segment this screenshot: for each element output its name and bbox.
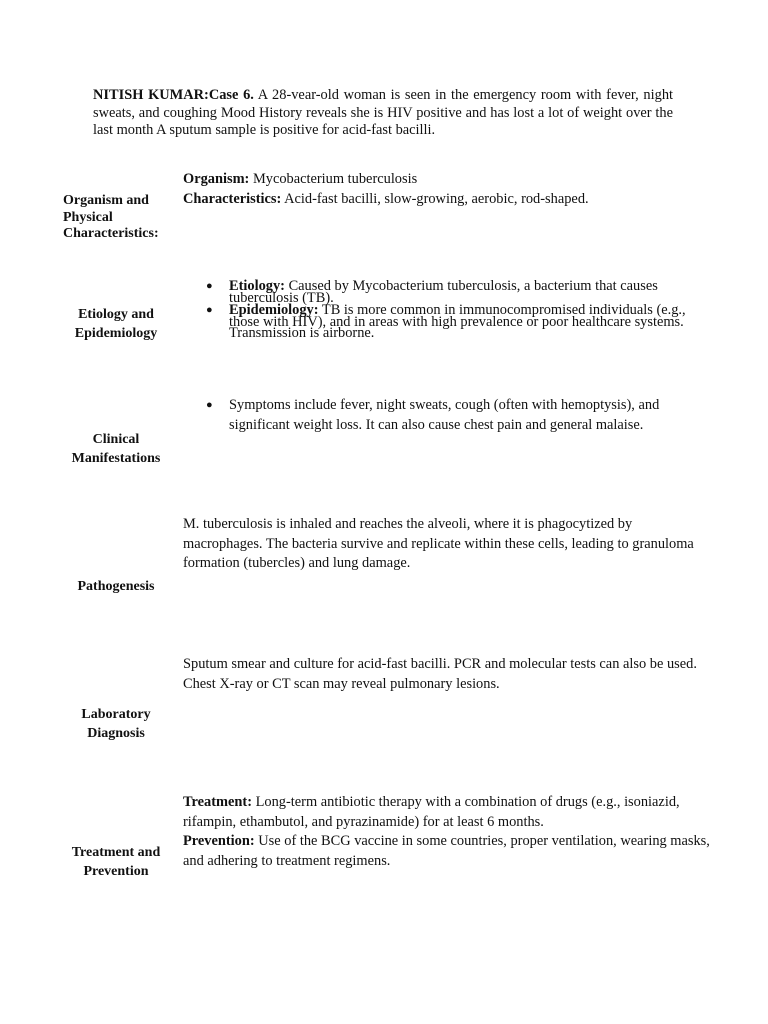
characteristics-value: Acid-fast bacilli, slow-growing, aerobic, rod-shaped. (281, 190, 589, 207)
epidemiology-key: Epidemiology: (229, 302, 319, 318)
etiology-text: Caused by Mycobacterium tuberculosis, a bacterium that causes tuberculosis (TB). (229, 278, 658, 306)
bullet-icon: ● (206, 304, 213, 316)
etiology-key: Etiology: (229, 278, 285, 294)
treatment-label: Treatment and Prevention (71, 845, 161, 879)
list-item (183, 302, 713, 341)
prevention-key: Prevention: (183, 833, 255, 849)
organism-line (183, 170, 713, 190)
list-item (183, 278, 713, 306)
bullet-icon: ● (206, 280, 213, 292)
organism-label: Organism and Physical Characteristics: (63, 193, 159, 241)
prevention-value: Use of the BCG vaccine in some countries, proper ventilation, wearing masks, and adhering to treatment regimens. (183, 833, 710, 869)
characteristics-key: Characteristics: (183, 190, 282, 207)
case-intro (93, 87, 673, 140)
etiology-label: Etiology and Epidemiology (74, 307, 158, 341)
organism-key: Organism: (183, 171, 250, 187)
author-name: NITISH KUMAR: (93, 87, 209, 103)
organism-content (183, 170, 713, 209)
etiology-content (183, 278, 713, 341)
bullet-icon: ● (206, 399, 213, 411)
organism-value: Mycobacterium tuberculosis (249, 171, 418, 187)
characteristics-line (183, 190, 713, 210)
clinical-list (183, 396, 713, 435)
list-item (183, 396, 713, 435)
epidemiology-text: TB is more common in immunocompromised individuals (e.g., those with HIV), and in areas with high prevalence or poor healthcare systems. Transmission is airborne. (229, 302, 686, 341)
lab-label: Laboratory Diagnosis (81, 707, 151, 741)
treatment-key: Treatment: (183, 794, 252, 810)
treatment-content (183, 793, 713, 871)
case-description: A 28-vear-old woman is seen in the emergency room with fever, night sweats, and coughing Mood History reveals she is HIV positive and has lost a lot of weight over the last month A sputum sample is positive for acid-fast bacilli. (93, 87, 674, 139)
etiology-list (183, 278, 713, 341)
clinical-label: Clinical Manifestations (71, 432, 161, 466)
clinical-text: Symptoms include fever, night sweats, cough (often with hemoptysis), and significant weight loss. It can also cause chest pain and general malaise. (229, 397, 660, 433)
treatment-value: Long-term antibiotic therapy with a combination of drugs (e.g., isoniazid, rifampin, ethambutol, and pyrazinamide) for at least 6 months. (183, 794, 680, 830)
lab-text: Sputum smear and culture for acid-fast bacilli. PCR and molecular tests can also be used. Chest X-ray or CT scan may reveal pulmonary lesions. (183, 656, 697, 692)
clinical-content (183, 396, 713, 435)
prevention-line (183, 832, 713, 871)
pathogenesis-label: Pathogenesis (77, 579, 155, 594)
case-number: Case 6. (208, 87, 254, 103)
treatment-line (183, 793, 713, 832)
pathogenesis-text: M. tuberculosis is inhaled and reaches the alveoli, where it is phagocytized by macrophages. The bacteria survive and replicate within these cells, leading to granuloma formation (tubercles) and lung damage. (183, 516, 694, 571)
